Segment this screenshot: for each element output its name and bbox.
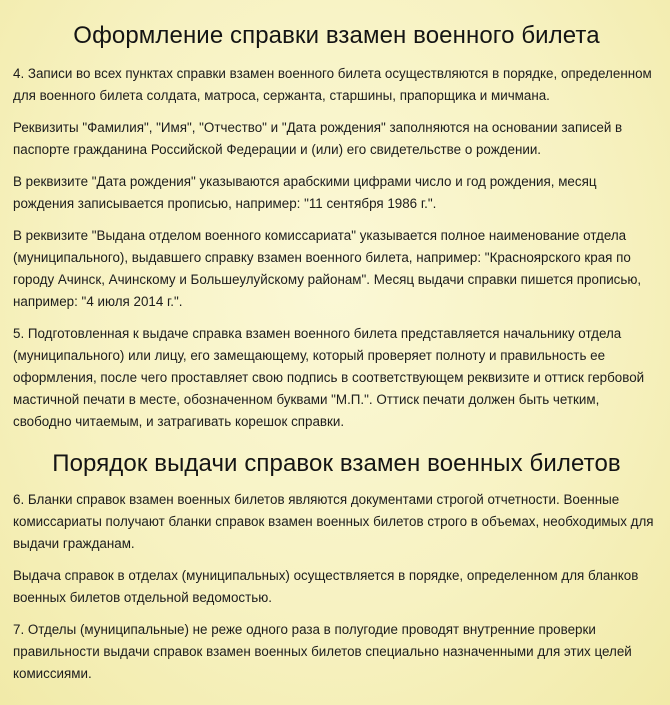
paragraph-issuance-procedure: Выдача справок в отделах (муниципальных) осуществляется в порядке, определенном для бланков военных билетов отдельной ведомостью. <box>13 568 639 605</box>
paragraph-item-4: 4. Записи во всех пунктах справки взамен военного билета осуществляются в порядке, определенном для военного билета солдата, матроса, сержанта, старшины, прапорщика и мичмана. <box>13 66 652 103</box>
paragraph-name-fields: Реквизиты "Фамилия", "Имя", "Отчество" и "Дата рождения" заполняются на основании записей в паспорте гражданина Российской Федерации и (или) его свидетельстве о рождении. <box>13 120 623 157</box>
paragraph-issued-by: В реквизите "Выдана отделом военного комиссариата" указывается полное наименование отдела (муниципального), выдавшего справку взамен военного билета, например: "Красноярского края по городу Ачинск, Ачинскому и Большеулуйскому районам". Месяц выдачи справки пишется прописью, например: "4 июля 2014 г.". <box>13 228 642 309</box>
section-title-issuance: Порядок выдачи справок взамен военных билетов <box>52 450 621 477</box>
paragraph-item-7: 7. Отделы (муниципальные) не реже одного раза в полугодие проводят внутренние проверки правильности выдачи справок взамен военных билетов специально назначенными для этих целей комиссиями. <box>13 622 632 681</box>
paragraph-birth-date: В реквизите "Дата рождения" указываются арабскими цифрами число и год рождения, месяц рождения записывается прописью, например: "11 сентября 1986 г.". <box>13 174 597 211</box>
paragraph-item-6: 6. Бланки справок взамен военных билетов являются документами строгой отчетности. Военные комиссариаты получают бланки справок взамен военных билетов строго в объемах, необходимых для выдачи гражданам. <box>13 492 654 551</box>
paragraph-item-5: 5. Подготовленная к выдаче справка взамен военного билета представляется начальнику отдела (муниципального) или лицу, его замещающему, который проверяет полноту и правильность ее оформления, после чего проставляет свою подпись в соответствующем реквизите и оттиск гербовой мастичной печати в месте, обозначенном буквами "М.П.". Оттиск печати должен быть четким, свободно читаемым, и затрагивать корешок справки. <box>13 326 645 429</box>
section-title-registration: Оформление справки взамен военного билета <box>73 22 600 49</box>
